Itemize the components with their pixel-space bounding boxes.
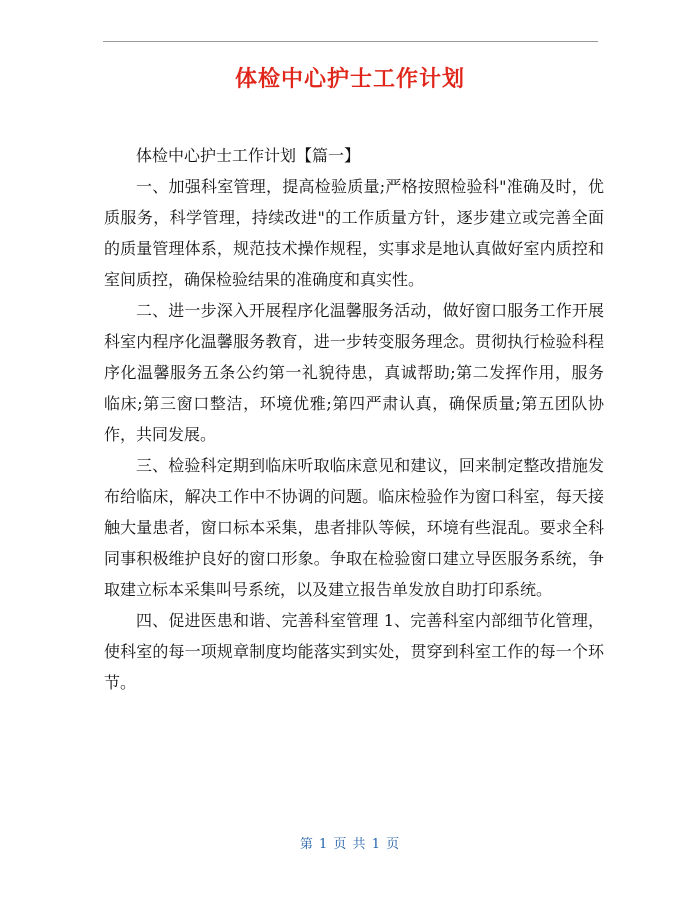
- paragraph-4: 四、促进医患和谐、完善科室管理 1、完善科室内部细节化管理，使科室的每一项规章制度均能落实到实处，贯穿到科室工作的每一个环节。: [104, 611, 604, 692]
- paragraph-3: 三、检验科定期到临床听取临床意见和建议，回来制定整改措施发布给临床，解决工作中不协调的问题。临床检验作为窗口科室，每天接触大量患者，窗口标本采集，患者排队等候，环境有些混乱。要求全科同事积极维护良好的窗口形象。争取在检验窗口建立导医服务系统，争取建立标本采集叫号系统，以及建立报告单发放自助打印系统。: [104, 456, 604, 599]
- document-body: [104, 140, 604, 698]
- document-title: 体检中心护士工作计划: [234, 67, 465, 92]
- paragraph-2: 二、进一步深入开展程序化温馨服务活动，做好窗口服务工作开展科室内程序化温馨服务教育，进一步转变服务理念。贯彻执行检验科程序化温馨服务五条公约第一礼貌待患，真诚帮助;第二发挥作用，服务临床;第三窗口整洁，环境优雅;第四严肃认真，确保质量;第五团队协作，共同发展。: [104, 301, 604, 444]
- paragraph-1: 一、加强科室管理，提高检验质量;严格按照检验科"准确及时，优质服务，科学管理，持续改进"的工作质量方针，逐步建立或完善全面的质量管理体系，规范技术操作规程，实事求是地认真做好室内质控和室间质控，确保检验结果的准确度和真实性。: [104, 177, 604, 289]
- page-number-footer: 第 1 页 共 1 页: [299, 837, 401, 852]
- section-heading: 体检中心护士工作计划【篇一】: [136, 146, 361, 165]
- header-rule: [103, 41, 598, 42]
